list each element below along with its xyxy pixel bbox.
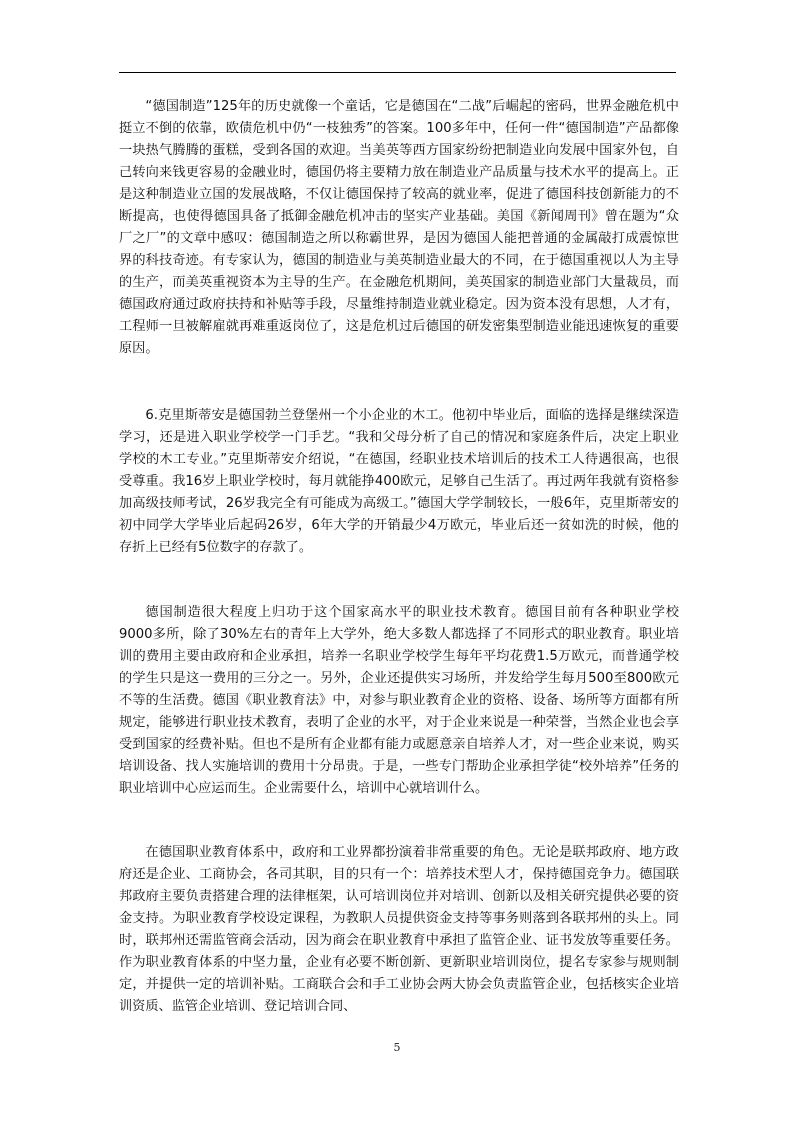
document-body: [119, 96, 679, 1018]
paragraph-government-industry-roles: 在德国职业教育体系中，政府和工业界都扮演着非常重要的角色。无论是联邦政府、地方政府还是企业、工商协会，各司其职，目的只有一个：培养技术型人才，保持德国竞争力。德国联邦政府主要负责搭建合理的法律框架，认可培训岗位并对培训、创新以及相关研究提供必要的资金支持。为职业教育学校设定课程，为教职人员提供资金支持等事务则落到各联邦州的头上。同时，联邦州还需监管商会活动，因为商会在职业教育中承担了监管企业、证书发放等重要任务。作为职业教育体系的中坚力量，企业有必要不断创新、更新职业培训岗位，提名专家参与规则制定，并提供一定的培训补贴。工商联合会和手工业协会两大协会负责监管企业，包括核实企业培训资质、监管企业培训、登记培训合同、: [119, 845, 679, 1014]
paragraph-christian-carpenter: 6.克里斯蒂安是德国勃兰登堡州一个小企业的木工。他初中毕业后，面临的选择是继续深造学习，还是进入职业学校学一门手艺。“我和父母分析了自己的情况和家庭条件后，决定上职业学校的木工专业。”克里斯蒂安介绍说，“在德国，经职业技术培训后的技术工人待遇很高，也很受尊重。我16岁上职业学校时，每月就能挣400欧元，足够自己生活了。再过两年我就有资格参加高级技师考试，26岁我完全有可能成为高级工。”德国大学学制较长，一般6年，克里斯蒂安的初中同学大学毕业后起码26岁，6年大学的开销最少4万欧元，毕业后还一贫如洗的时候，他的存折上已经有5位数字的存款了。: [119, 408, 679, 555]
paragraph-german-manufacturing-history: “德国制造”125年的历史就像一个童话，它是德国在“二战”后崛起的密码，世界金融危机中挺立不倒的依靠，欧债危机中仍“一枝独秀”的答案。100多年中，任何一件“德国制造”产品都像一块热气腾腾的蛋糕，受到各国的欢迎。当美英等西方国家纷纷把制造业向发展中国家外包，自己转向来钱更容易的金融业时，德国仍将主要精力放在制造业产品质量与技术水平的提高上。正是这种制造业立国的发展战略，不仅让德国保持了较高的就业率，促进了德国科技创新能力的不断提高，也使得德国具备了抵御金融危机冲击的坚实产业基础。美国《新闻周刊》曾在题为“众厂之厂”的文章中感叹：德国制造之所以称霸世界，是因为德国人能把普通的金属敲打成震惊世界的科技奇迹。有专家认为，德国的制造业与美英制造业最大的不同，在于德国重视以人为主导的生产，而美英重视资本为主导的生产。在金融危机期间，美英国家的制造业部门大量裁员，而德国政府通过政府扶持和补贴等手段，尽量维持制造业就业稳定。因为资本没有思想，人才有，工程师一旦被解雇就再难重返岗位了，这是危机过后德国的研发密集型制造业能迅速恢复的重要原因。: [119, 99, 679, 356]
page-number: 5: [393, 1041, 401, 1054]
header-rule: [119, 72, 676, 73]
paragraph-vocational-education: 德国制造很大程度上归功于这个国家高水平的职业技术教育。德国目前有各种职业学校9000多所，除了30%左右的青年上大学外，绝大多数人都选择了不同形式的职业教育。职业培训的费用主要由政府和企业承担，培养一名职业学校学生每年平均花费1.5万欧元，而普通学校的学生只是这一费用的三分之一。另外，企业还提供实习场所，并发给学生每月500至800欧元不等的生活费。德国《职业教育法》中，对参与职业教育企业的资格、设备、场所等方面都有所规定，能够进行职业技术教育，表明了企业的水平，对于企业来说是一种荣誉，当然企业也会享受到国家的经费补贴。但也不是所有企业都有能力或愿意亲自培养人才，对一些企业来说，购买培训设备、找人实施培训的费用十分昂贵。于是，一些专门帮助企业承担学徒“校外培养”任务的职业培训中心应运而生。企业需要什么，培训中心就培训什么。: [119, 605, 679, 796]
